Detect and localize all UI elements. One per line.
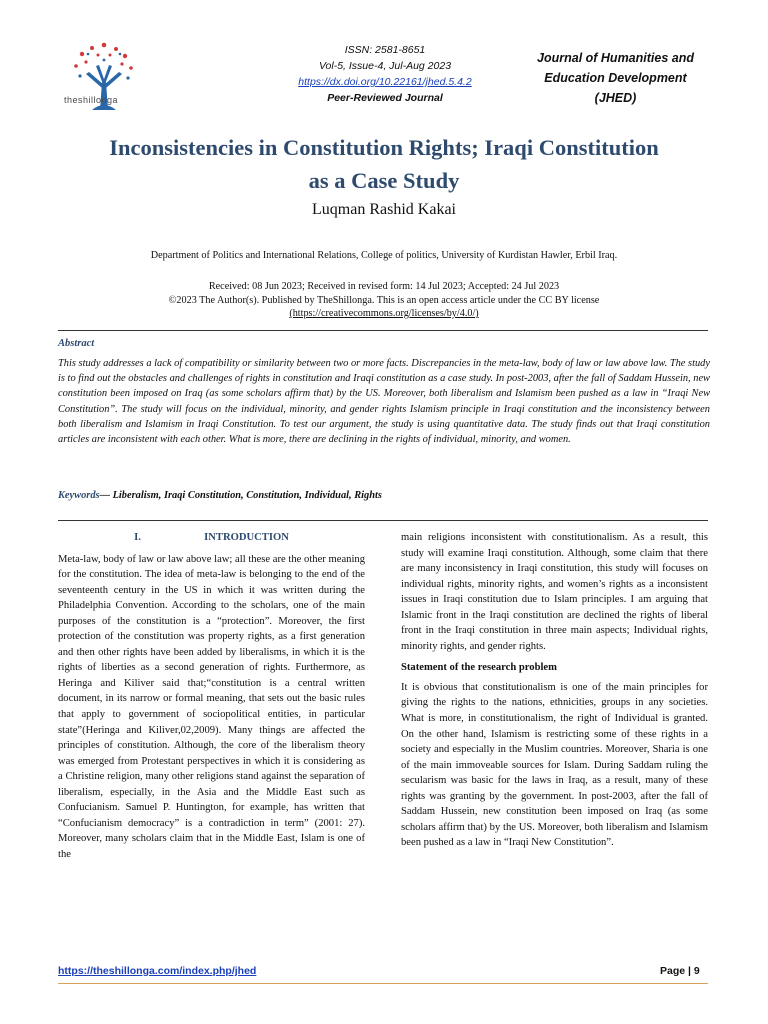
title-line1: Inconsistencies in Constitution Rights; Iraqi Constitution	[109, 135, 659, 160]
copyright-line: ©2023 The Author(s). Published by TheShillonga. This is an open access article under the CC BY license	[168, 294, 600, 306]
section-title: INTRODUCTION	[204, 532, 289, 543]
keywords-label: Keywords	[58, 490, 100, 501]
journal-abbrev: (JHED)	[594, 91, 637, 105]
footer-journal-link[interactable]: https://theshillonga.com/index.php/jhed	[58, 965, 257, 977]
section-number: I.	[134, 532, 141, 543]
received-dates: Received: 08 Jun 2023; Received in revised form: 14 Jul 2023; Accepted: 24 Jul 2023	[208, 281, 560, 292]
page-number: Page | 9	[660, 965, 700, 977]
divider-top	[58, 330, 708, 331]
section-heading	[58, 530, 365, 546]
research-problem-paragraph: It is obvious that constitutionalism is one of the main principles for giving the rights to the nations, ethnicities, groups in any societies. What is more, in constitutionalism, the right of Individual is granted. On the other hand, Islamism is restricting some of these rights in a society and especially in the Muslim countries. Moreover, Sharia is one of the main immoveable sources for Islam. During Saddam ruling the secularism was basic for the laws in Iraq, as a result, many of these rights was granting by the government. In post-2003, after the fall of Saddam Hussein, new constitution been imposed on Iraq (as some scholars affirm that) by the US. Moreover, both liberalism and Islamism been pushed as a law in “Iraqi New Constitution”.	[401, 681, 708, 849]
journal-name-line1: Journal of Humanities and	[537, 51, 694, 65]
journal-name-block	[518, 48, 713, 108]
journal-info-center	[240, 42, 530, 106]
article-title	[40, 131, 728, 197]
doi-link[interactable]: https://dx.doi.org/10.22161/jhed.5.4.2	[298, 76, 472, 88]
issn: ISSN: 2581-8651	[344, 44, 426, 56]
publication-dates	[40, 280, 728, 321]
intro-paragraph: Meta-law, body of law or law above law; all these are the other meaning for the constitution. The idea of meta-law is belonging to the end of the seventeenth century in the US in which it was written during the Philadelphia Convention. According to the scholars, one of the main purposes of the constitution is a “protection”. Moreover, the first protection of the constitution was property rights, as a first generation and then other rights have been added by liberalisms, in which it is the rights of liberties as a second generation of rights. Furthermore, as Heringa and Kiliver said that;“constitution is a central written document, in its narrow or formal meaning, that sets out the basic rules that apply to government of sociopolitical entities, in particular state”(Heringa and Kiliver,02,2009). Many things are affected the principles of constitution. Although, the core of the liberalism theory was emerged from Protestant perspectives in which it is considering as a Christine religion, many other religions stand against the separation of liberalism, especially, in the Asia and the Middle East such as Confucianism. Samuel P. Huntington, for example, has written that “Confucianism democracy” is a contradiction in term” (2001: 27). Moreover, many scholars claim that in the Middle East, Islam is one of the	[58, 553, 365, 860]
journal-name-line2: Education Development	[544, 71, 687, 85]
author-name: Luqman Rashid Kakai	[312, 201, 456, 218]
license-link[interactable]: (https://creativecommons.org/licenses/by/4.0/)	[289, 308, 479, 319]
peer-reviewed-label: Peer-Reviewed Journal	[327, 92, 443, 104]
title-line2: as a Case Study	[308, 168, 460, 193]
divider-abstract	[58, 520, 708, 521]
body-column-right	[401, 530, 708, 851]
volume-issue: Vol-5, Issue-4, Jul-Aug 2023	[318, 60, 452, 72]
keywords	[58, 490, 710, 501]
abstract-heading: Abstract	[58, 338, 95, 349]
research-problem-heading: Statement of the research problem	[401, 662, 557, 674]
abstract-text: This study addresses a lack of compatibility or similarity between two or more facts. Discrepancies in the meta-law, body of law or law above law. The study is to find out the obstacles and challenges of rights in constitution and Iraqi constitution as a case study. In post-2003, after the fall of Saddam Hussein, new constitution been imposed on Iraq (as some scholars affirm that) by the US. Moreover, both liberalism and Islamism been pushed as a law in “Iraqi New Constitution”. The study will focus on the individual, minority, and gender rights Islamism principle in Iraqi constitution and the inconsistency between both liberalism and Islamism in Iraqi Constitution. To test our argument, the study is using quantitative data. The study finds out that Iraqi constitution articles are inconsistent with each other. What is more, there are declining in the rights of individual, minority, and women.	[58, 358, 710, 446]
intro-paragraph-continued: main religions inconsistent with constitutionalism. As a result, this study will examine Iraqi constitution. Although, some claim that there are many inconsistency in Iraqi constitution, this study will focuses on individual rights, minority rights, and women’s rights as a inconsistent issues in Iraqi constitution due to Islam principles. I am arguing that Islamic front in the Iraqi constitution are declined the rights of liberal front in the Iraqi constitution in three main aspects; Individual rights, minority rights, and gender rights.	[401, 532, 708, 652]
body-column-left	[58, 530, 365, 862]
keywords-list: — Liberalism, Iraqi Constitution, Constitution, Individual, Rights	[99, 490, 382, 501]
footer-divider	[58, 983, 708, 984]
affiliation: Department of Politics and International Relations, College of politics, University of Kurdistan Hawler, Erbil Iraq.	[150, 250, 618, 261]
logo-text: theshillonga	[64, 95, 119, 105]
